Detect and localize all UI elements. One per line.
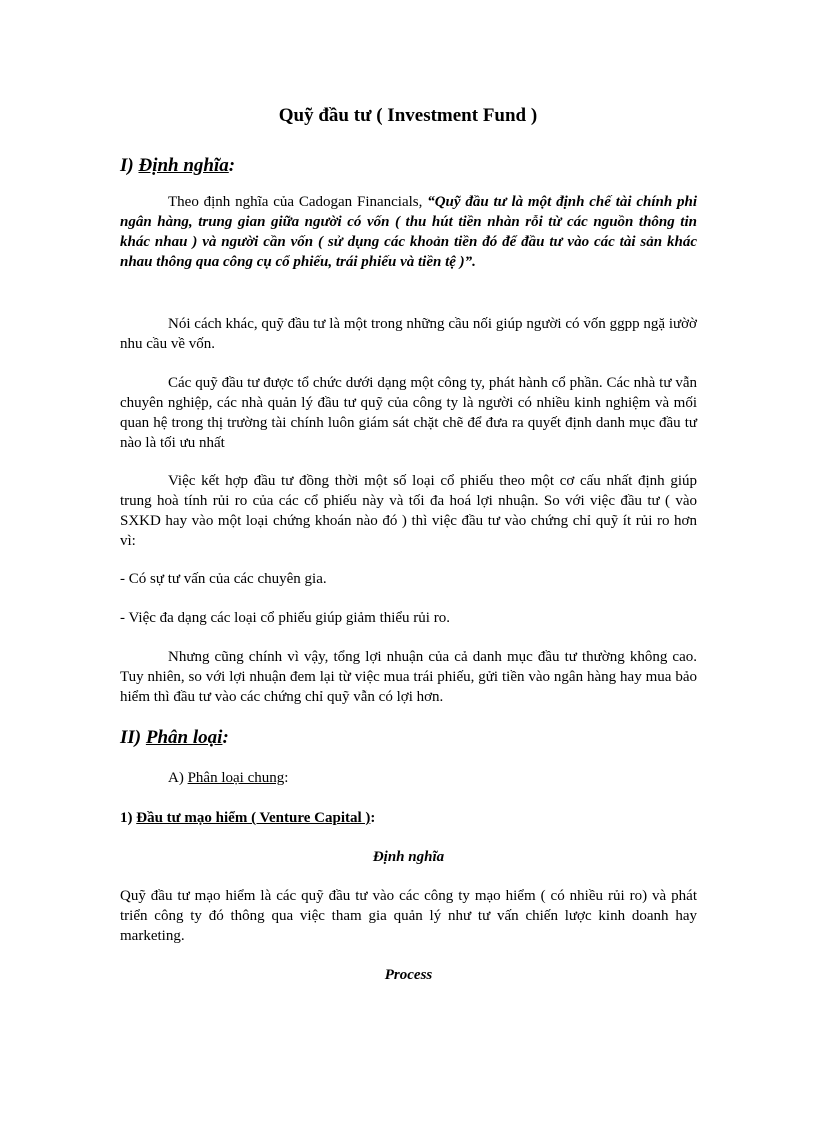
subheading-colon: :	[370, 810, 376, 826]
subheading-label: Đầu tư mạo hiểm ( Venture Capital )	[136, 810, 371, 826]
section-title: Định nghĩa	[138, 155, 229, 176]
document-title: Quỹ đầu tư ( Investment Fund )	[278, 105, 538, 126]
section-colon: :	[228, 155, 236, 176]
definition-heading: Định nghĩa	[372, 849, 445, 865]
subheading-prefix: 1)	[120, 810, 137, 826]
bullet-expert-advice: - Có sự tư vấn của các chuyên gia.	[120, 571, 327, 587]
subheading-colon: :	[284, 770, 289, 786]
section-colon: :	[222, 727, 229, 748]
section-number: II)	[120, 727, 142, 748]
subheading-prefix: A)	[168, 770, 188, 786]
paragraph-definition	[120, 192, 697, 272]
paragraph-bridge: Nói cách khác, quỹ đầu tư là một trong những cầu nối giúp người có vốn ggpp ngặ iườờ nhu cầu về vốn.	[120, 316, 697, 352]
section-heading-classification	[120, 726, 229, 750]
section-heading-definition	[120, 154, 235, 178]
definition-quote: “Quỹ đầu tư là một định chế tài chính phi ngân hàng, trung gian giữa người có vốn ( thu hút tiền nhàn rỗi từ các nguồn thông tin khác nhau ) và người cần vốn ( sử dụng các khoản tiền đó để đầu tư vào các tài sản khác nhau thông qua công cụ cổ phiếu, trái phiếu và tiền tệ )”.	[120, 194, 697, 270]
section-title: Phân loại	[145, 727, 223, 748]
process-heading: Process	[384, 967, 433, 983]
section-number: I)	[120, 155, 134, 176]
paragraph-organization: Các quỹ đầu tư được tổ chức dưới dạng một công ty, phát hành cổ phần. Các nhà tư vẫn chuyên nghiệp, các nhà quản lý đầu tư quỹ của công ty là người có nhiều kinh nghiệm và mối quan hệ trong thị trường tài chính luôn giám sát chặt chẽ để đưa ra quyết định danh mục đầu tư nào là tối ưu nhất	[120, 375, 697, 451]
paragraph-intro: Theo định nghĩa của Cadogan Financials,	[168, 194, 428, 210]
subheading-general-classification	[168, 768, 697, 788]
bullet-risk-reduction: - Việc đa dạng các loại cổ phiếu giúp giảm thiểu rủi ro.	[120, 610, 450, 626]
subheading-venture-capital	[120, 808, 697, 828]
paragraph-returns: Nhưng cũng chính vì vậy, tổng lợi nhuận của cả danh mục đầu tư thường không cao. Tuy nhiên, so với lợi nhuận đem lại từ việc mua trái phiếu, gửi tiền vào ngân hàng hay mua bảo hiểm thì đầu tư vào các chứng chỉ quỹ vẫn có lợi hơn.	[120, 649, 697, 705]
subheading-label: Phân loại chung	[187, 770, 285, 786]
paragraph-diversification: Việc kết hợp đầu tư đồng thời một số loại cổ phiếu theo một cơ cấu nhất định giúp trung hoà tính rủi ro của các cổ phiếu này và tối đa hoá lợi nhuận. So với việc đầu tư ( vào SXKD hay vào một loại chứng khoán nào đó ) thì việc đầu tư vào chứng chỉ quỹ ít rủi ro hơn vì:	[120, 473, 697, 549]
paragraph-venture-definition: Quỹ đầu tư mạo hiểm là các quỹ đầu tư vào các công ty mạo hiểm ( có nhiều rủi ro) và phát triển công ty đó thông qua việc tham gia quản lý như tư vấn chiến lược kinh doanh hay marketing.	[120, 888, 697, 944]
